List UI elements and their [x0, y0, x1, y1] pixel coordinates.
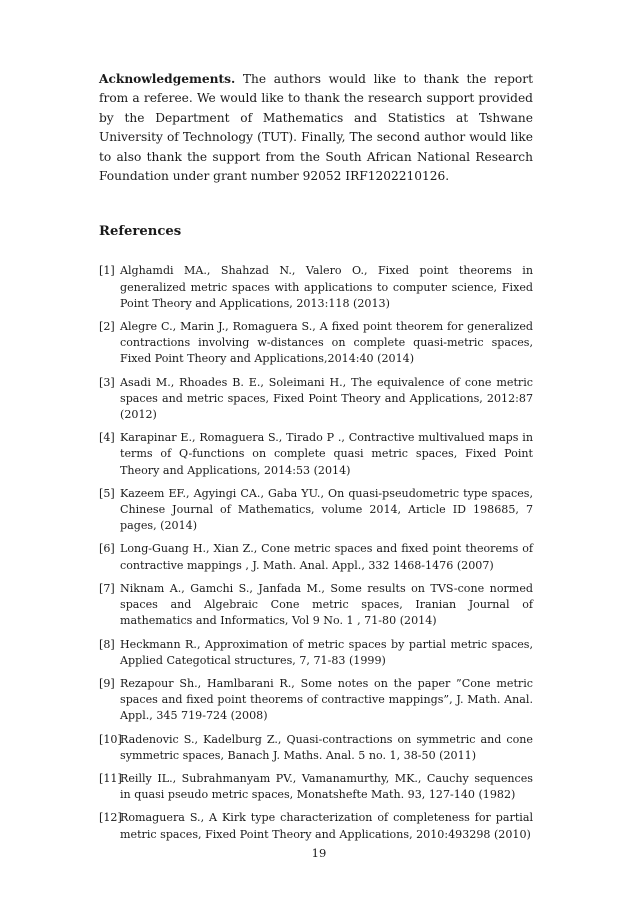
- reference-text: Heckmann R., Approximation of metric spaces by partial metric spaces, Applied Categotical structures, 7, 71-83 (1999): [120, 637, 533, 667]
- reference-item: [99, 486, 533, 535]
- reference-number: [1]: [99, 264, 115, 278]
- reference-text: Alegre C., Marin J., Romaguera S., A fixed point theorem for generalized contractions involving w-distances on complete quasi-metric spaces, Fixed Point Theory and Applications,2014:40 (2014): [120, 320, 533, 366]
- page-content: [99, 70, 533, 850]
- reference-text: Karapinar E., Romaguera S., Tirado P ., Contractive multivalued maps in terms of Q-functions on complete quasi metric spaces, Fixed Point Theory and Applications, 2014:53 (2014): [120, 431, 533, 477]
- references-heading: References: [99, 224, 182, 240]
- reference-text: Niknam A., Gamchi S., Janfada M., Some results on TVS-cone normed spaces and Algebraic Cone metric spaces, Iranian Journal of mathematics and Informatics, Vol 9 No. 1 , 71-80 (2014): [120, 581, 533, 628]
- reference-item: [99, 375, 533, 424]
- reference-number: [2]: [99, 320, 115, 334]
- reference-item: [99, 581, 533, 630]
- reference-list: [99, 263, 533, 842]
- reference-item: [99, 541, 533, 573]
- reference-number: [10]: [99, 732, 122, 746]
- reference-text: Alghamdi MA., Shahzad N., Valero O., Fixed point theorems in generalized metric spaces with applications to computer science, Fixed Point Theory and Applications, 2013:118 (2013): [120, 264, 533, 310]
- reference-text: Long-Guang H., Xian Z., Cone metric spaces and fixed point theorems of contractive mappings , J. Math. Anal. Appl., 332 1468-1476 (2007): [120, 542, 533, 572]
- reference-item: [99, 676, 533, 725]
- reference-number: [8]: [99, 637, 115, 651]
- reference-number: [6]: [99, 542, 115, 556]
- page-number: 19: [311, 846, 327, 860]
- reference-item: [99, 637, 533, 669]
- reference-number: [4]: [99, 431, 115, 445]
- acknowledgements-heading: Acknowledgements.: [99, 72, 236, 86]
- reference-item: [99, 263, 533, 312]
- reference-text: Radenovic S., Kadelburg Z., Quasi-contractions on symmetric and cone symmetric spaces, Banach J. Maths. Anal. 5 no. 1, 38-50 (2011): [120, 732, 533, 762]
- reference-text: Asadi M., Rhoades B. E., Soleimani H., The equivalence of cone metric spaces and metric spaces, Fixed Point Theory and Applications, 2012:87 (2012): [120, 375, 533, 422]
- reference-text: Reilly IL., Subrahmanyam PV., Vamanamurthy, MK., Cauchy sequences in quasi pseudo metric spaces, Monatshefte Math. 93, 127-140 (1982): [120, 771, 533, 802]
- reference-item: [99, 771, 533, 803]
- reference-number: [11]: [99, 771, 122, 785]
- reference-number: [9]: [99, 676, 115, 690]
- reference-number: [12]: [99, 811, 122, 825]
- reference-text: Rezapour Sh., Hamlbarani R., Some notes on the paper ”Cone metric spaces and fixed point theorems of contractive mappings”, J. Math. Anal. Appl., 345 719-724 (2008): [120, 676, 533, 723]
- reference-number: [5]: [99, 486, 115, 500]
- reference-item: [99, 732, 533, 764]
- reference-number: [7]: [99, 581, 115, 595]
- reference-item: [99, 430, 533, 479]
- reference-text: Romaguera S., A Kirk type characterization of completeness for partial metric spaces, Fixed Point Theory and Applications, 2010:493298 (2010): [120, 811, 533, 841]
- reference-number: [3]: [99, 375, 115, 389]
- acknowledgements-text: The authors would like to thank the report from a referee. We would like to thank the research support provided by the Department of Mathematics and Statistics at Tshwane University of Technology (TUT). Finally, The second author would like to also thank the support from the South African National Research Foundation under grant number 92052 IRF1202210126.: [99, 72, 533, 184]
- reference-text: Kazeem EF., Agyingi CA., Gaba YU., On quasi-pseudometric type spaces, Chinese Journal of Mathematics, volume 2014, Article ID 198685, 7 pages, (2014): [120, 486, 533, 533]
- reference-item: [99, 319, 533, 368]
- reference-item: [99, 810, 533, 842]
- acknowledgements-paragraph: [99, 70, 533, 186]
